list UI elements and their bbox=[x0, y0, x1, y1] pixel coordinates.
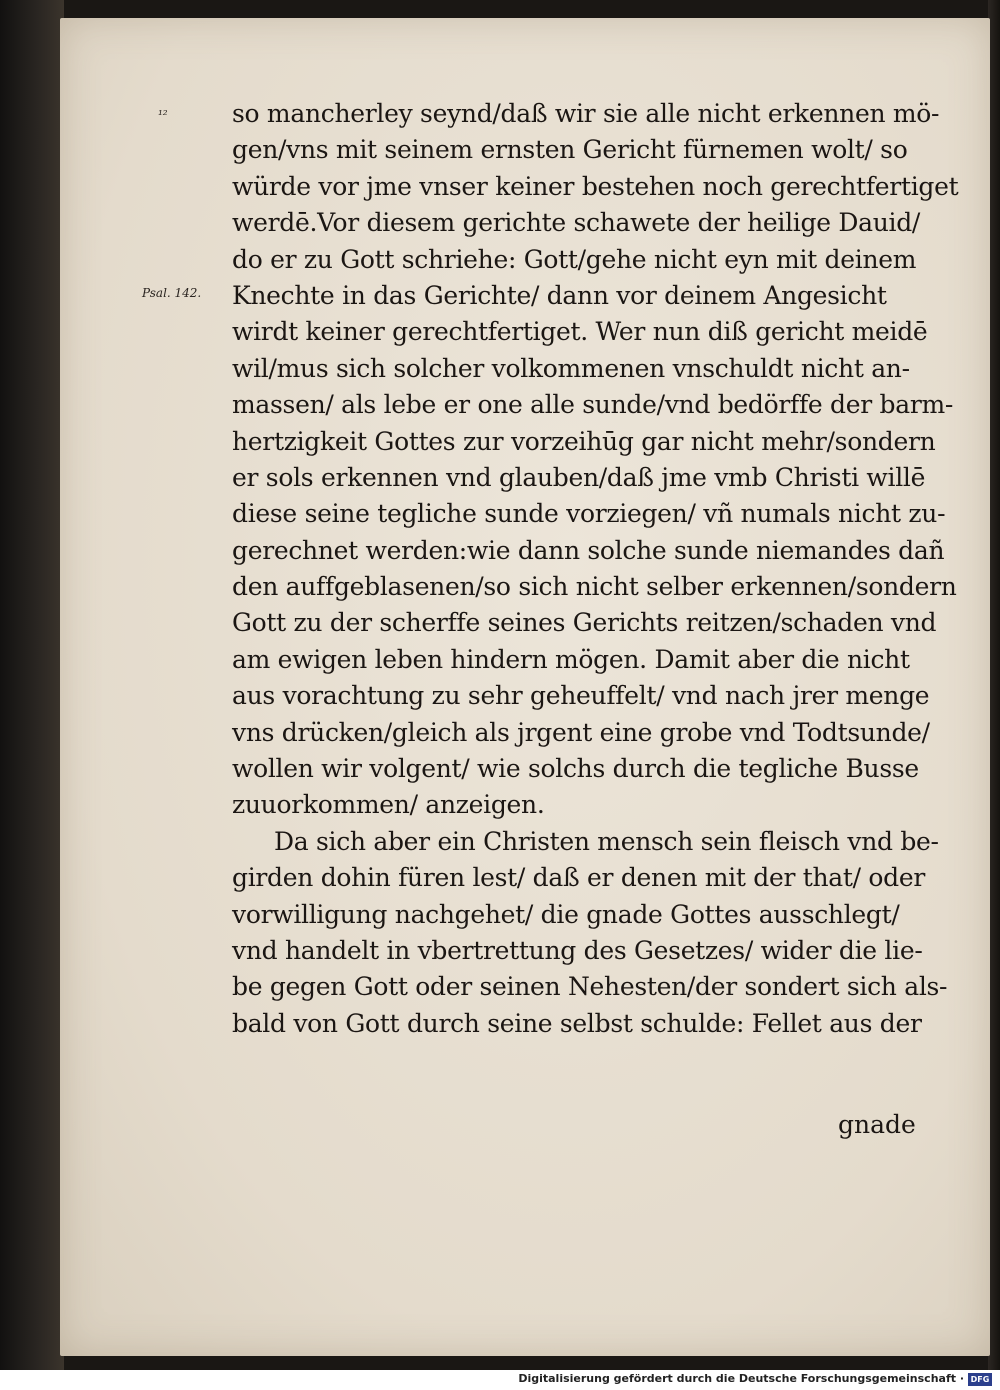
text-line: wollen wir volgent/ wie solchs durch die tegliche Busse bbox=[232, 754, 919, 784]
text-line: be gegen Gott oder seinen Nehesten/der sondert sich als- bbox=[232, 972, 948, 1002]
catchword: gnade bbox=[838, 1110, 916, 1139]
text-line: vns drücken/gleich als jrgent eine grobe vnd Todtsunde/ bbox=[232, 717, 930, 747]
text-line: bald von Gott durch seine selbst schulde: Fellet aus der bbox=[232, 1008, 922, 1038]
text-line: girden dohin füren lest/ daß er denen mit der that/ oder bbox=[232, 863, 926, 893]
text-line: am ewigen leben hindern mögen. Damit aber die nicht bbox=[232, 644, 910, 674]
book-gutter-edge bbox=[0, 0, 64, 1370]
footer-credit: Digitalisierung gefördert durch die Deutsche Forschungsgemeinschaft · bbox=[518, 1372, 964, 1385]
text-line: Gott zu der scherffe seines Gerichts reitzen/schaden vnd bbox=[232, 608, 937, 638]
margin-note-psalm-reference: Psal. 142. bbox=[142, 286, 202, 300]
text-line: Knechte in das Gerichte/ dann vor deinem Angesicht bbox=[232, 280, 887, 310]
text-line: werdē.Vor diesem gerichte schawete der heilige Dauid/ bbox=[232, 208, 921, 238]
text-line: diese seine tegliche sunde vorziegen/ vñ numals nicht zu- bbox=[232, 499, 946, 529]
dfg-logo: DFG bbox=[968, 1373, 992, 1386]
text-line: wil/mus sich solcher volkommenen vnschuldt nicht an- bbox=[232, 353, 910, 383]
margin-note-top: ¹² bbox=[158, 108, 168, 122]
text-line: so mancherley seynd/daß wir sie alle nicht erkennen mö- bbox=[232, 99, 940, 128]
text-line: aus vorachtung zu sehr geheuffelt/ vnd nach jrer menge bbox=[232, 681, 930, 711]
text-line: vorwilligung nachgehet/ die gnade Gottes ausschlegt/ bbox=[232, 899, 900, 929]
text-line: wirdt keiner gerechtfertiget. Wer nun diß gericht meidē bbox=[232, 317, 928, 347]
text-line: gerechnet werden:wie dann solche sunde niemandes dañ bbox=[232, 535, 945, 565]
paragraph-start-line: Da sich aber ein Christen mensch sein fleisch vnd be- bbox=[274, 826, 939, 856]
text-line: den auffgeblasenen/so sich nicht selber erkennen/sondern bbox=[232, 572, 957, 602]
text-line: würde vor jme vnser keiner bestehen noch gerechtfertiget bbox=[232, 171, 959, 201]
text-line: zuuorkommen/ anzeigen. bbox=[232, 790, 545, 820]
text-line: gen/vns mit seinem ernsten Gericht fürnemen wolt/ so bbox=[232, 135, 908, 165]
text-line: do er zu Gott schriehe: Gott/gehe nicht eyn mit deinem bbox=[232, 244, 917, 274]
text-line: hertzigkeit Gottes zur vorzeihūg gar nicht mehr/sondern bbox=[232, 426, 936, 456]
text-line: massen/ als lebe er one alle sunde/vnd bedörffe der barm- bbox=[232, 390, 954, 420]
text-line: vnd handelt in vbertrettung des Gesetzes/ wider die lie- bbox=[232, 935, 923, 965]
body-text bbox=[232, 96, 959, 1042]
text-line: er sols erkennen vnd glauben/daß jme vmb Christi willē bbox=[232, 462, 926, 492]
